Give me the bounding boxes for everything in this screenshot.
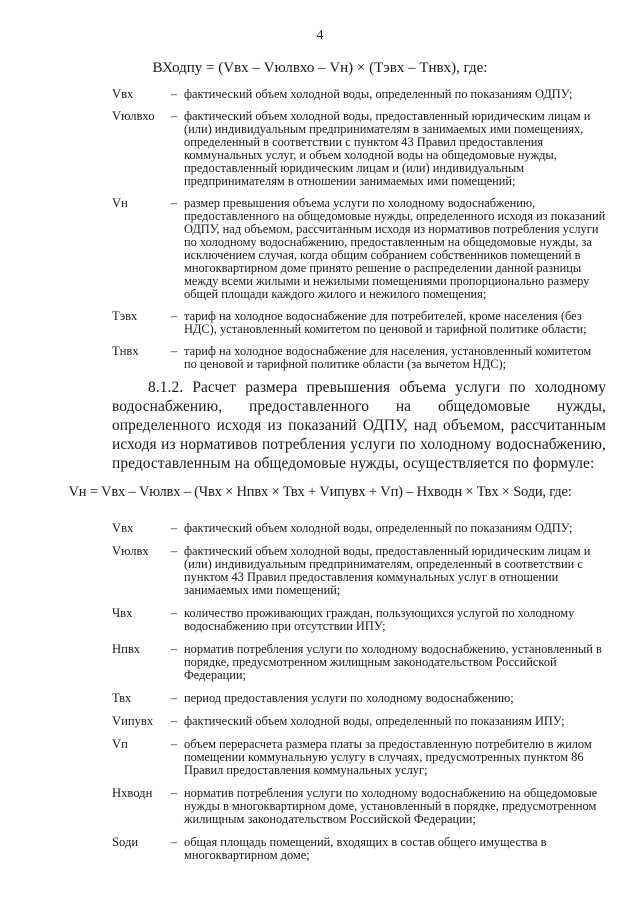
definition-term: Твх [112,691,132,705]
definition-text: фактический объем холодной воды, определенный по показаниям ОДПУ; [184,521,573,535]
definition-term: Vн [112,196,128,210]
definition-term: Sоди [112,835,139,849]
definitions-list-1 [112,88,606,380]
definition-term: Тнвх [112,344,139,358]
definition-row [112,345,606,371]
definition-row [112,110,606,188]
definition-dash: – [170,87,178,101]
definition-term: Vюлвх [112,544,149,558]
definition-term: Vвх [112,87,134,101]
definition-row [112,643,606,682]
definition-row [112,88,606,101]
definition-dash: – [170,691,178,705]
definition-dash: – [170,521,178,535]
definition-dash: – [170,786,178,800]
definition-term: Нпвх [112,642,141,656]
definition-term: Чвх [112,606,133,620]
definition-term: Vп [112,737,128,751]
paragraph-8-1-2: 8.1.2. Расчет размера превышения объема услуги по холодному водоснабжению, предоставленного на общедомовые нужды, определенного исходя из показаний ОДПУ, над объемом, рассчитанным исходя из нормативов потребления услуги по холодному водоснабжению, предоставленным на общедомовые нужды, осуществляется по формуле: [112,379,606,472]
definition-term: Vюлвхо [112,109,155,123]
definition-row [112,310,606,336]
definition-row [112,738,606,777]
definition-text: фактический объем холодной воды, предоставленный юридическим лицам и (или) индивидуальным предпринимателям в занимаемых ими помещениях, определенный в соответствии с пунктом 43 Правил предоставления коммунальных услуг, и объем холодной воды на общедомовые нужды, предоставленный юридическим лицам и (или) индивидуальным предпринимателям в отношении занимаемых ими помещений; [184,109,591,188]
definition-term: Vипувх [112,714,154,728]
definition-dash: – [170,835,178,849]
definition-row [112,197,606,301]
definition-row [112,715,606,728]
definition-dash: – [170,196,178,210]
definition-dash: – [170,109,178,123]
definition-dash: – [170,737,178,751]
definition-text: количество проживающих граждан, пользующихся услугой по холодному водоснабжению при отсутствии ИПУ; [184,606,575,633]
definition-row [112,545,606,597]
definitions-list-2 [112,522,606,872]
definition-text: тариф на холодное водоснабжение для потребителей, кроме населения (без НДС), установленный комитетом по ценовой и тарифной политике области; [184,309,587,336]
definition-term: Тэвх [112,309,138,323]
definition-text: фактический объем холодной воды, определенный по показаниям ИПУ; [184,714,565,728]
definition-row [112,607,606,633]
definition-dash: – [170,714,178,728]
definition-text: тариф на холодное водоснабжение для населения, установленный комитетом по ценовой и тарифной политике области (за вычетом НДС); [184,344,592,371]
definition-dash: – [170,309,178,323]
definition-term: Нхводн [112,786,153,800]
definition-text: фактический объем холодной воды, определенный по показаниям ОДПУ; [184,87,573,101]
definition-text: объем перерасчета размера платы за предоставленную потребителю в жилом помещении коммунальную услугу в случаях, предусмотренных пунктом 86 Правил предоставления коммунальных услуг; [184,737,592,777]
definition-row [112,787,606,826]
definition-dash: – [170,544,178,558]
formula-vhodpu: ВХодпу = (Vвх – Vюлвхо – Vн) × (Тэвх – Тнвх), где: [152,60,488,76]
definition-text: норматив потребления услуги по холодному водоснабжению на общедомовые нужды в многоквартирном доме, установленный в порядке, предусмотренном жилищным законодательством Российской Федерации; [184,786,598,826]
definition-row [112,692,606,705]
definition-term: Vвх [112,521,134,535]
definition-text: период предоставления услуги по холодному водоснабжению; [184,691,514,705]
definition-text: размер превышения объема услуги по холодному водоснабжению, предоставленного на общедомовые нужды, определенного исходя из показаний ОДПУ, над объемом, рассчитанным исходя из нормативов потребления услуги по холодному водоснабжению, предоставленным на общедомовые нужды, за исключением случая, когда общим собранием собственников помещений в многоквартирном доме принято решение о распределении данной разницы между всеми жилыми и нежилыми помещениями пропорционально размеру общей площади каждого жилого и нежилого помещения; [184,196,606,301]
definition-text: фактический объем холодной воды, предоставленный юридическим лицам и (или) индивидуальным предпринимателям, определенный в соответствии с пунктом 43 Правил предоставления коммунальных услуг в отношении занимаемых ими помещений; [184,544,591,597]
definition-text: общая площадь помещений, входящих в состав общего имущества в многоквартирном доме; [184,835,547,862]
definition-dash: – [170,642,178,656]
formula-vn: Vн = Vвх – Vюлвх – (Чвх × Нпвх × Твх + Vипувх + Vп) – Нхводн × Твх × Sоди, где: [68,484,572,500]
page-number: 4 [316,28,324,43]
definition-dash: – [170,606,178,620]
definition-row [112,836,606,862]
definition-row [112,522,606,535]
definition-dash: – [170,344,178,358]
definition-text: норматив потребления услуги по холодному водоснабжению, установленный в порядке, предусмотренном жилищным законодательством Российской Федерации; [184,642,602,682]
